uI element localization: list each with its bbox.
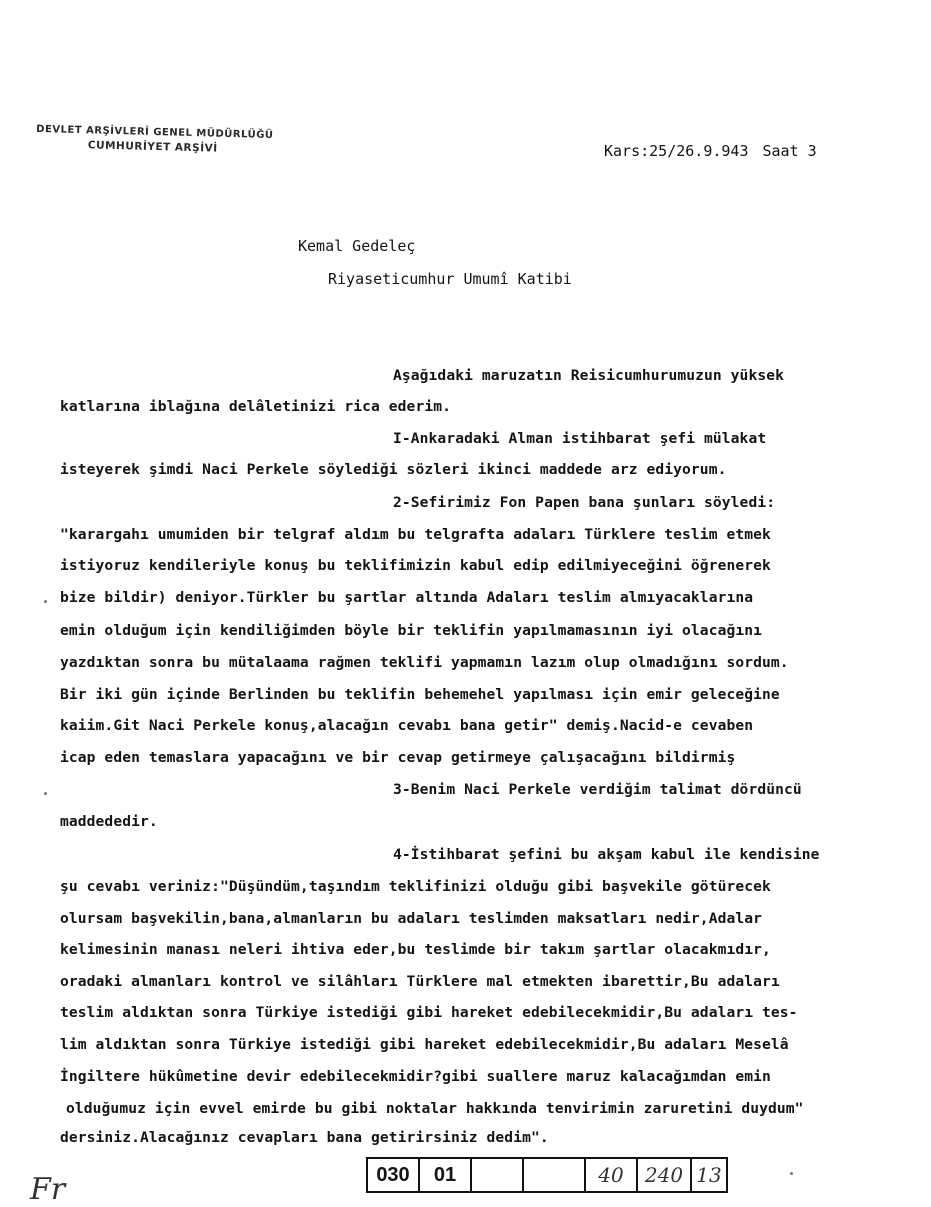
addressee-name: Kemal Gedeleç — [298, 237, 416, 255]
body-line: bize bildir) deniyor.Türkler bu şartlar altında Adaları teslim almıyacaklarına — [60, 589, 754, 606]
body-line: kaiim.Git Naci Perkele konuş,alacağın cevabı bana getir" demiş.Nacid-e cevaben — [60, 717, 754, 734]
handwritten-margin-mark: Fr — [30, 1172, 66, 1207]
scan-speck — [44, 600, 47, 603]
ref-cell-series: 01 — [420, 1159, 472, 1191]
body-line: emin olduğum için kendiliğimden böyle bir teklifin yapılmamasının iyi olacağını — [60, 622, 763, 639]
body-line: olursam başvekilin,bana,almanların bu adaları teslimden maksatları nedir,Adalar — [60, 910, 763, 927]
body-line: katlarına iblağına delâletinizi rica ederim. — [60, 398, 451, 415]
body-line: olduğumuz için evvel emirde bu gibi noktalar hakkında tenvirimin zaruretini duydum" — [66, 1100, 804, 1117]
body-line: oradaki almanları kontrol ve silâhları Türklere mal etmekten ibarettir,Bu adaları — [60, 973, 780, 990]
body-line: Aşağıdaki maruzatın Reisicumhurumuzun yüksek — [393, 367, 784, 384]
body-line: 4-İstihbarat şefini bu akşam kabul ile kendisine — [393, 846, 820, 863]
scan-speck — [44, 792, 47, 795]
addressee-title: Riyaseticumhur Umumî Katibi — [328, 270, 572, 288]
body-line: Bir iki gün içinde Berlinden bu teklifin behemehel yapılması için emir geleceğine — [60, 686, 780, 703]
ref-cell-item: 13 — [696, 1163, 722, 1187]
body-line: yazdıktan sonra bu mütalaama rağmen teklifi yapmamın lazım olup olmadığını sordum. — [60, 654, 789, 671]
stamp-line-2: CUMHURİYET ARŞİVİ — [87, 139, 218, 155]
place-date: Kars:25/26.9.943 — [604, 142, 749, 160]
body-line: kelimesinin manası neleri ihtiva eder,bu teslimde bir takım şartlar olacakmıdır, — [60, 941, 771, 958]
body-line: isteyerek şimdi Naci Perkele söylediği sözleri ikinci maddede arz ediyorum. — [60, 461, 727, 478]
body-line: I-Ankaradaki Alman istihbarat şefi mülakat — [393, 430, 767, 447]
body-line: 3-Benim Naci Perkele verdiğim talimat dördüncü — [393, 781, 802, 798]
body-line: 2-Sefirimiz Fon Papen bana şunları söyledi: — [393, 494, 776, 511]
scan-speck — [790, 1172, 793, 1175]
archive-reference-box — [366, 1157, 728, 1193]
stamp-line-1: DEVLET ARŞİVLERİ GENEL MÜDÜRLÜĞÜ — [36, 123, 274, 142]
body-line: icap eden temaslara yapacağını ve bir cevap getirmeye çalışacağını bildirmiş — [60, 749, 736, 766]
body-line: lim aldıktan sonra Türkiye istediği gibi hareket edebilecekmidir,Bu adaları Meselâ — [60, 1036, 789, 1053]
body-line: İngiltere hükûmetine devir edebilecekmidir?gibi suallere maruz kalacağımdan emin — [60, 1068, 771, 1085]
ref-cell-box: 40 — [586, 1159, 638, 1191]
ref-cell-fond: 030 — [368, 1159, 420, 1191]
ref-cell-file: 240 — [638, 1159, 692, 1191]
ref-cell-empty — [524, 1159, 586, 1191]
time: Saat 3 — [762, 142, 817, 160]
body-line: istiyoruz kendileriyle konuş bu teklifimizin kabul edip edilmiyeceğini öğrenerek — [60, 557, 771, 574]
body-line: "karargahı umumiden bir telgraf aldım bu telgrafta adaları Türklere teslim etmek — [60, 526, 771, 543]
archive-stamp — [36, 123, 274, 157]
dateline — [604, 142, 817, 160]
body-line: teslim aldıktan sonra Türkiye istediği gibi hareket edebilecekmidir,Bu adaları tes- — [60, 1004, 798, 1021]
ref-cell-empty — [472, 1159, 524, 1191]
body-line: maddededir. — [60, 813, 158, 830]
body-line: şu cevabı veriniz:"Düşündüm,taşındım teklifinizi olduğu gibi başvekile götürecek — [60, 878, 771, 895]
body-line: dersiniz.Alacağınız cevapları bana getirirsiniz dedim". — [60, 1129, 549, 1146]
